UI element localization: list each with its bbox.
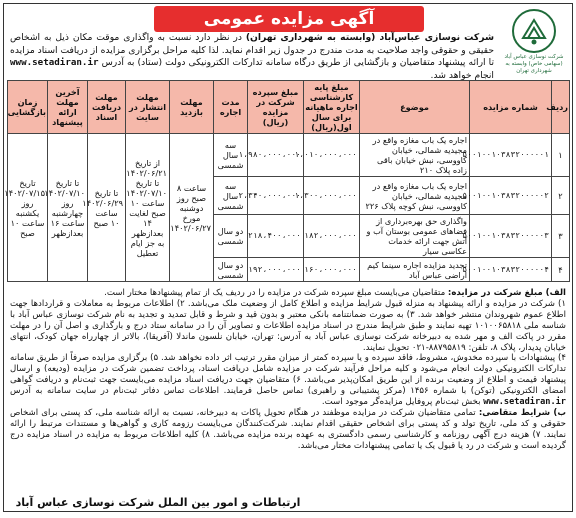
col-header-base-price: مبلغ پایه کارشناسی اجاره ماهیانه برای سال اول(ریال) [305,82,358,132]
auction-id: ۵۰۰۱۰۰۱۰۳۸۳۲۰۰۰۰۰۳ [470,215,552,258]
terms-paragraph-c [10,353,566,408]
auction-table [4,80,570,282]
lease-duration: دو سال شمسی [214,215,248,258]
col-header-auction-id: شماره مزایده [470,81,552,134]
visit-deadline: ساعت ۸ صبح روز دوشنبه مورخ ۱۴۰۲/۰۶/۲۷ [170,134,214,282]
submission-deadline: تا تاریخ ۱۴۰۲/۰۷/۱۰ روز چهارشنبه ساعت ۱۶ بعدازظهر [48,134,88,282]
tender-notice [3,3,573,512]
auction-topic: تجدید مزایده اجاره سینما کیم اراضی عباس آباد [360,258,470,282]
col-header-topic: موضوع [360,81,470,134]
deposit-amount: ۲،۳۴۰،۰۰۰،۰۰۰ [248,177,304,215]
auction-topic: اجاره یک باب مغازه واقع در مجیدیه شمالی، خیابان کاووسی، نبش خیابان باقی زاده پلاک ۲۱۰ [360,134,470,177]
terms-d-text: تمامی متقاضیان شرکت در مزایده موظفند در هنگام تحویل پاکات به دبیرخانه، نسبت به ارائه شناسه ملی، کد پستی برای اشخاص حقوقی و کد ملی، تاریخ تولد و کد پستی برای اشخاص حقیقی اقدام نمایند. شرکت‌کنندگان می‌بایست رزومه کاری و گواهی‌ها و مستندات مرتبط را ارائه نمایند. ۷) هزینه درج آگهی روزنامه و کارشناسی رسمی دادگستری به عهده برنده مزایده می‌باشد. ۸) کلیه اطلاعات مربوط به مزایده در اسناد مزایده درج گردیده است و شرکت در رد یا قبول یک یا تمامی پیشنهادات مختار می‌باشد. [10,407,566,451]
footer-signature: ارتباطات و امور بین الملل شرکت نوسازی عباس آباد [15,496,301,509]
col-header-deadline: آخرین مهلت ارائه پیشنهاد [48,81,88,134]
base-price: ۱۸۲،۰۰۰،۰۰۰ [304,215,360,258]
terms-c-text: ۴) پیشنهادات با سپرده مخدوش، مشروط، فاقد سپرده و یا سپرده کمتر از میزان مقرر ترتیب اثر داده نخواهد شد. ۵) برگزاری مزایده صرفاً از طریق سامانه تدارکات الکترونیکی دولت انجام می‌شود و کلیه مراحل فرآیند شرکت در مزایده شامل دریافت اسناد، پرداخت تضمین شرکت در مزایده (ودیعه) و ارسال پیشنهاد قیمت و اطلاع از وضعیت برنده از این طریق امکان‌پذیر می‌باشد. ۶) متقاضیان جهت دریافت اسناد مزایده می‌بایست جهت ثبت‌نام و دریافت گواهی امضای الکترونیکی (توکن) با شماره ۱۴۵۶ (مرکز پشتیبانی و راهبری) تماس حاصل فرمایند. اطلاعات تماس دفاتر ثبت‌نام در سایت سامانه به آدرس [10,353,567,397]
base-price: ۱۶۰،۰۰۰،۰۰۰ [304,258,360,282]
row-no: ۱ [552,134,570,177]
row-no: ۲ [552,177,570,215]
col-header-visit: مهلت بازدید [170,81,214,134]
table-row [8,134,570,177]
company-logo [502,8,566,78]
auction-topic: واگذاری حق بهره‌برداری از فضاهای عمومی بوستان آب و آتش جهت ارائه خدمات عکاسی سیار [360,215,470,258]
lease-duration: دو سال شمسی [214,258,248,282]
col-header-duration: مدت اجاره [214,81,248,134]
terms-a-label: الف) مبلغ شرکت در مزایده: [447,288,566,298]
auction-id: ۵۰۰۱۰۰۱۰۳۸۳۲۰۰۰۰۰۱ [470,134,552,177]
lease-duration: سه سال شمسی [214,134,248,177]
base-price: ۱،۰۱۰،۰۰۰،۰۰۰ [304,134,360,177]
logo-icon [511,8,557,54]
setad-link-2[interactable]: www.setadiran.ir [483,397,566,408]
intro-text: در نظر دارد نسبت به واگذاری موقت مکان ذیل به اشخاص حقیقی و حقوقی واجد صلاحیت به مدت مندرج در جدول زیر اقدام نماید. لذا کلیه مراحل برگزاری مزایده از دریافت اسناد مزایده تا ارائه پیشنهاد متقاضیان و بازگشایی از طریق درگاه سامانه تدارکات الکترونیکی دولت (ستاد) به آدرس [10,32,494,68]
terms-section [10,288,566,452]
terms-c-end: بخش ثبت‌نام پروفایل مزایده‌گر موجود است. [321,397,484,408]
terms-paragraph-d [10,408,566,452]
col-header-row-no: ردیف [552,81,570,134]
publish-period: از تاریخ ۱۴۰۲/۰۶/۲۱ تا تاریخ ۱۴۰۲/۰۷/۱۰ ساعت ۱۰ صبح لغایت ۱۴ بعدازظهر به جز ایام تعطیل [126,134,170,282]
company-name: شرکت نوسازی عباس‌آباد (وابسته به شهرداری تهران) [245,32,494,43]
auction-id: ۵۰۰۱۰۰۱۰۳۸۳۲۰۰۰۰۰۴ [470,258,552,282]
docs-deadline: تا تاریخ ۱۴۰۲/۰۶/۲۹ ساعت ۱۰ صبح [88,134,126,282]
intro-paragraph [10,32,494,82]
col-header-publish: مهلت انتشار در سایت [126,81,170,134]
lease-duration: سه سال شمسی [214,177,248,215]
deposit-amount: ۲۱۸،۴۰۰،۰۰۰ [248,215,304,258]
deposit-amount: ۱۹۲،۰۰۰،۰۰۰ [248,258,304,282]
auction-topic: اجاره یک باب مغازه واقع در مجیدیه شمالی، خیابان کاووسی، نبش کوچه پلاک ۲۲۶ [360,177,470,215]
logo-caption: شرکت نوسازی عباس آباد (سهامی خاص) وابسته به شهرداری تهران [504,54,564,74]
terms-paragraph-b: ۱) شرکت در مزایده و ارائه پیشنهاد به منزله قبول شرایط مزایده و اطلاع کامل از وضعیت ملک می‌باشد. ۲) اطلاعات مربوط به معاملات و قراردادها جهت اطلاع عموم شهروندان منتشر خواهد شد. ۳) به صورت ضمانتنامه بانکی معتبر و بدون قید و شرط و قابل تمدید و تجدید به نام شرکت نوسازی عباس آباد با شناسه ملی ۱۰۱۰۰۶۵۸۱۸ تهیه نمایند و طبق شرایط مندرج در اسناد مزایده اطلاعات و تصاویر آن را در سامانه ستاد درج و بارگذاری و اصل آن را در مهلت مقرر در پاکت الف و مهر شده به دبیرخانه شرکت نوسازی عباس آباد به آدرس: تهران، خیابان نلسون ماندلا (آفریقا)، بالاتر از چهارراه جهان کودک، انتهای خیابان پدیدار، پلاک ۸، تلفن: ۸۸۷۹۵۸۱۹-۰۲۱ تحویل نمایند. [10,298,567,353]
terms-paragraph-a [10,288,566,299]
setad-link[interactable]: www.setadiran.ir [10,57,99,68]
deposit-amount: ۱،۹۸۰،۰۰۰،۰۰۰ [248,134,304,177]
terms-a-text: متقاضیان می‌بایست مبلغ سپرده شرکت در مزایده را در ردیف یک از تمام پیشنهادها مختار است. [104,288,448,298]
col-header-opening: زمان بازگشایی [8,81,48,134]
intro-text-end: انجام خواهد شد. [430,69,494,81]
base-price: ۱،۳۰۰،۰۰۰،۰۰۰ [304,177,360,215]
page-title: آگهی مزایده عمومی [154,6,424,32]
row-no: ۴ [552,258,570,282]
terms-d-label: ب) شرایط متقاضی: [478,407,566,418]
row-no: ۳ [552,215,570,258]
opening-time: تاریخ ۱۴۰۲/۰۷/۱۵ روز یکشنبه ساعت ۱۰ صبح [8,134,48,282]
auction-id: ۵۰۰۱۰۰۱۰۳۸۳۲۰۰۰۰۰۲ [470,177,552,215]
col-header-docs: مهلت دریافت اسناد [88,81,126,134]
col-header-deposit: مبلغ سپرده شرکت در مزایده (ریال) [248,81,304,134]
table-header-row [8,81,570,134]
